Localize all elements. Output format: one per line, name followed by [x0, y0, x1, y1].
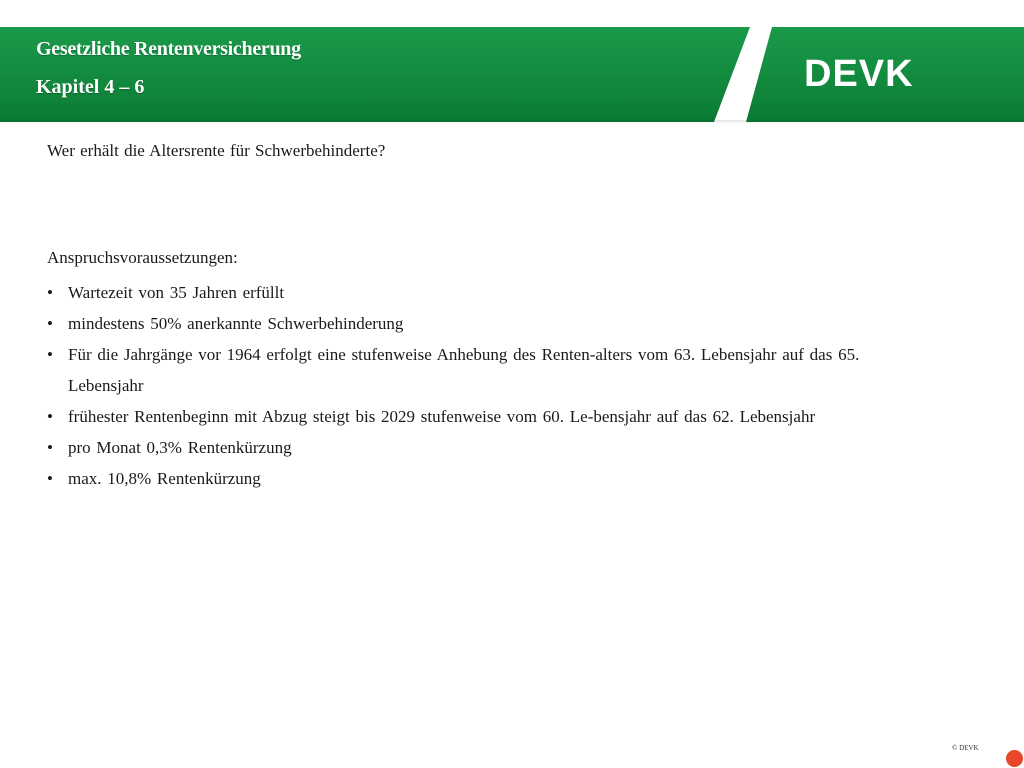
- bullet-icon: •: [47, 469, 53, 488]
- corner-dot-icon: [1006, 750, 1023, 767]
- slide-subtitle: Kapitel 4 – 6: [36, 76, 145, 98]
- requirements-heading: Anspruchsvoraussetzungen:: [47, 248, 238, 267]
- requirements-list: [47, 277, 927, 494]
- list-item: [47, 463, 927, 494]
- bullet-icon: •: [47, 283, 53, 302]
- list-item-text: max. 10,8% Rentenkürzung: [68, 469, 261, 488]
- slide-title: Gesetzliche Rentenversicherung: [36, 38, 301, 60]
- list-item: [47, 432, 927, 463]
- bullet-icon: •: [47, 314, 53, 333]
- devk-logo: DEVK: [804, 53, 914, 95]
- list-item-text: pro Monat 0,3% Rentenkürzung: [68, 438, 292, 457]
- list-item: [47, 339, 927, 401]
- list-item-text: Wartezeit von 35 Jahren erfüllt: [68, 283, 285, 302]
- list-item-text: Für die Jahrgänge vor 1964 erfolgt eine stufenweise Anhebung des Renten-alters vom 63. Lebensjahr auf das 65. Lebensjahr: [68, 345, 860, 395]
- list-item: [47, 401, 927, 432]
- bullet-icon: •: [47, 438, 53, 457]
- list-item: [47, 308, 927, 339]
- copyright-notice: © DEVK: [952, 744, 979, 752]
- banner-shadow: [0, 120, 1024, 124]
- bullet-icon: •: [47, 407, 53, 426]
- list-item: [47, 277, 927, 308]
- bullet-icon: •: [47, 345, 53, 364]
- question-text: Wer erhält die Altersrente für Schwerbehinderte?: [47, 141, 386, 160]
- list-item-text: mindestens 50% anerkannte Schwerbehinderung: [68, 314, 404, 333]
- list-item-text: frühester Rentenbeginn mit Abzug steigt bis 2029 stufenweise vom 60. Le-bensjahr auf das 62. Lebensjahr: [68, 407, 816, 426]
